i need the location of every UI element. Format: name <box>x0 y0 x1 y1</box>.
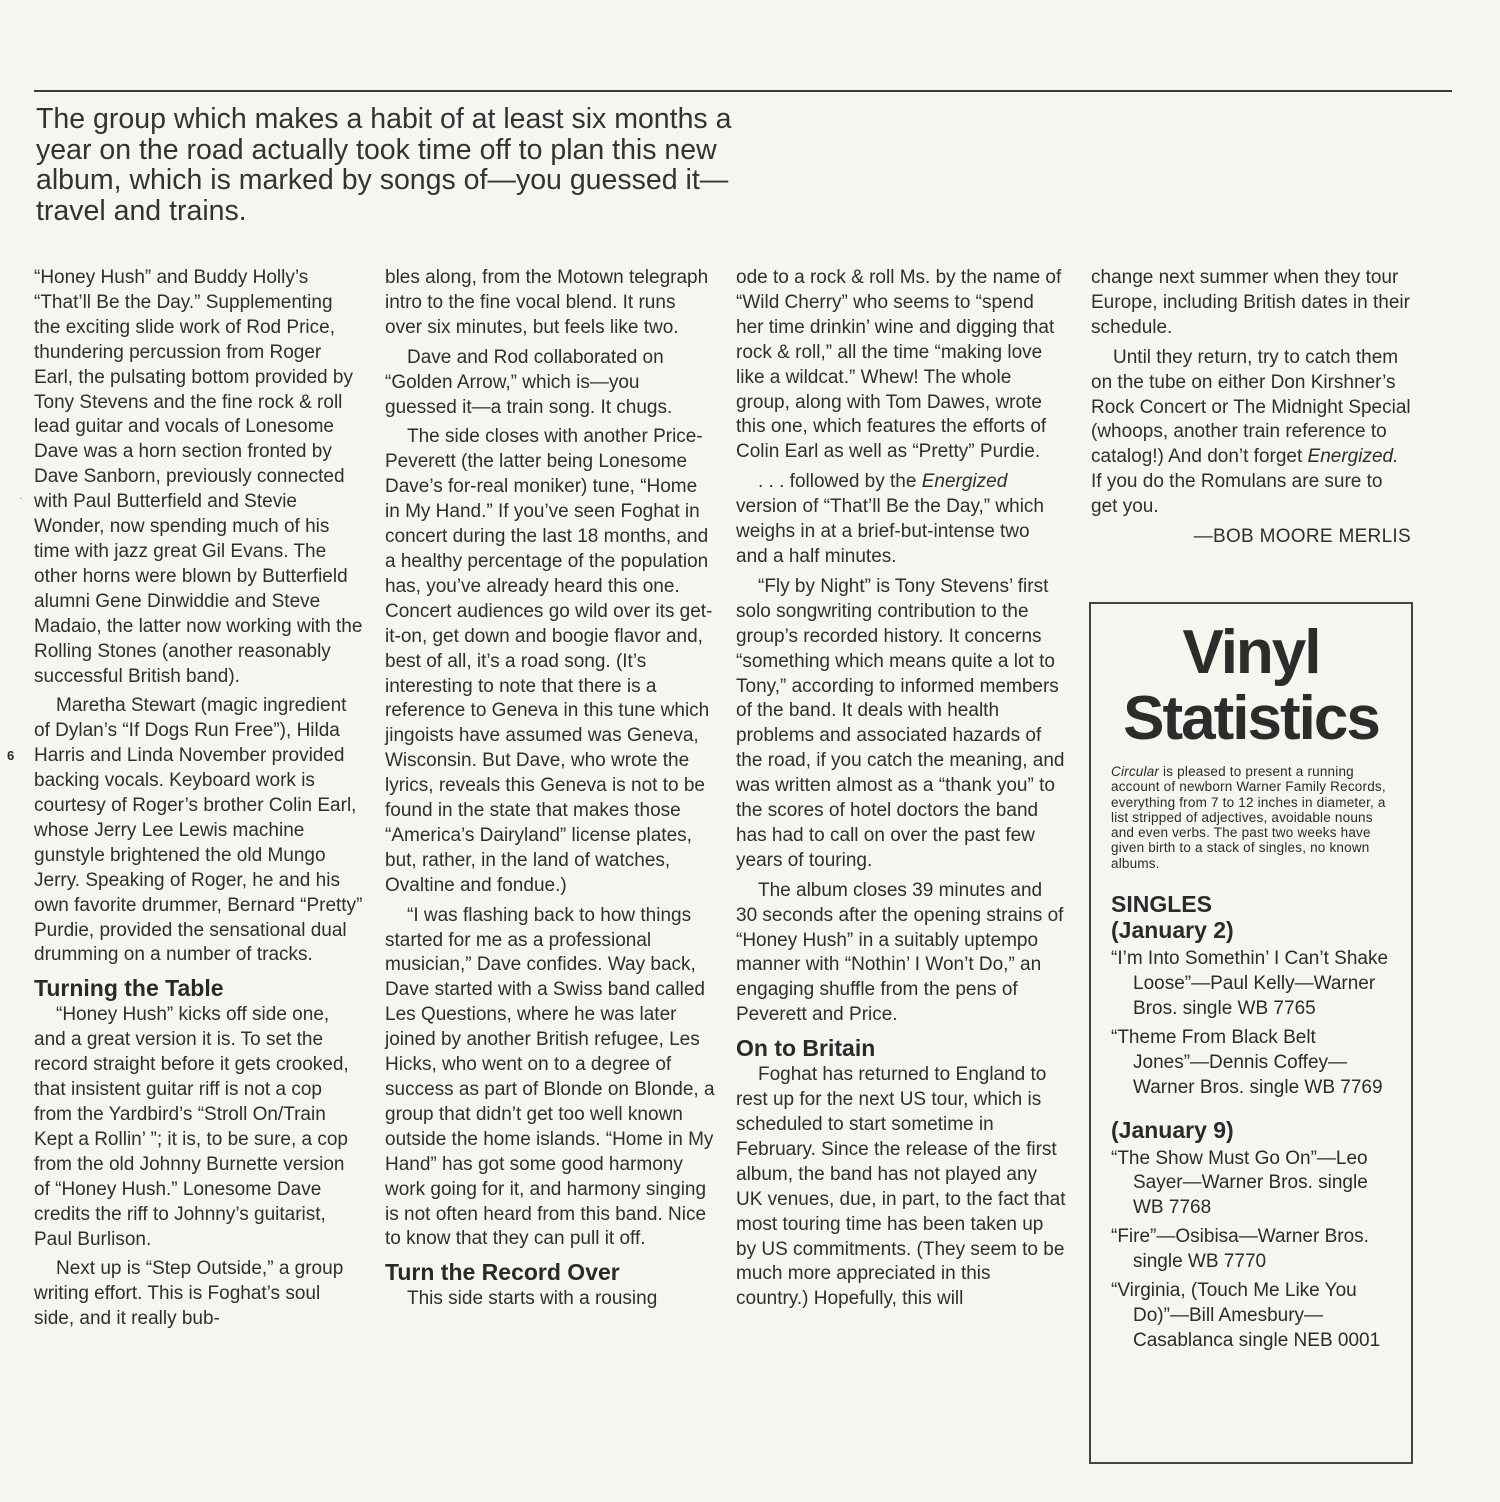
release-title: “Virginia, (Touch Me Like You Do)” <box>1111 1280 1357 1326</box>
album-title-italic: Energized. <box>1307 446 1399 468</box>
vinyl-statistics-intro <box>1111 764 1391 871</box>
paragraph: Next up is “Step Outside,” a group writing effort. This is Foghat’s soul side, and it really bub- <box>34 1258 344 1330</box>
category-label: SINGLES <box>1111 891 1212 918</box>
stray-mark: · <box>19 493 23 504</box>
article-column-1 <box>34 266 364 1337</box>
release-details: —Dennis Coffey—Warner Bros. single WB 7769 <box>1133 1051 1383 1098</box>
article-deck: The group which makes a habit of at least six months a year on the road actually took time off to plan this new album, which is marked by songs of—you guessed it—travel and trains. <box>36 103 732 227</box>
paragraph: “Fly by Night” is Tony Stevens’ first solo songwriting contribution to the group’s recorded history. It concerns “something which means quite a lot to Tony,” according to informed members of the band. It deals with health problems and associated hazards of the road, if you catch the meaning, and was written almost as a “thank you” to the scores of hotel doctors the band has had to call on over the past few years of touring. <box>736 575 1065 871</box>
section-heading: Turn the Record Over <box>385 1259 620 1286</box>
paragraph: Foghat has returned to England to rest up for the next US tour, which is scheduled to start sometime in February. Since the release of the first album, the band has not played any UK venues, due, in part, to the fact that most touring time has been taken up by US commitments. (They seem to be much more appreciated in this country.) Hopefully, this will <box>736 1064 1066 1310</box>
release-entry <box>1111 1026 1391 1101</box>
text-run: . . . followed by the <box>758 471 922 493</box>
date-label: (January 2) <box>1111 917 1234 944</box>
release-title: “I’m Into Somethin’ I Can’t Shake Loose” <box>1111 948 1389 994</box>
release-details: —Osibisa—Warner Bros. single WB 7770 <box>1133 1226 1369 1273</box>
date-heading: (January 9) <box>1111 1116 1234 1143</box>
singles-heading <box>1111 891 1391 943</box>
release-title: “The Show Must Go On” <box>1111 1147 1317 1169</box>
paragraph: ode to a rock & roll Ms. by the name of “Wild Cherry” who seems to “spend her time drinkin’ wine and digging that rock & roll,” all the time “making love like a wildcat.” Whew! The whole group, along with Tom Dawes, wrote this one, which features the efforts of Colin Earl as well as “Pretty” Purdie. <box>736 267 1062 463</box>
paragraph: “Honey Hush” and Buddy Holly’s “That’ll Be the Day.” Supplementing the exciting slide work of Rod Price, thundering percussion from Roger Earl, the pulsating bottom provided by Tony Stevens and the fine rock & roll lead guitar and vocals of Lonesome Dave was a horn section fronted by Dave Sanborn, previously connected with Paul Butterfield and Stevie Wonder, now spending much of his time with jazz great Gil Evans. The other horns were blown by Butterfield alumni Gene Dinwiddie and Steve Madaio, the latter now working with the Rolling Stones (another reasonably successful British band). <box>34 267 363 687</box>
album-title-italic: Energized <box>921 471 1008 493</box>
page-number: 6 <box>7 748 15 763</box>
vinyl-statistics-box <box>1089 602 1413 1464</box>
intro-text: is pleased to present a running account of newborn Warner Family Records, everything from 7 to 12 inches in diameter, a list stripped of adjectives, avoidable nouns and even verbs. The past two weeks have given birth to a stack of singles, no known albums. <box>1111 764 1386 871</box>
text-run: version of “That’ll Be the Day,” which weighs in at a brief-but-intense two and a half minutes. <box>736 496 1044 567</box>
release-details: —Paul Kelly—Warner Bros. single WB 7765 <box>1133 972 1376 1019</box>
paragraph <box>736 470 1066 570</box>
paragraph: bles along, from the Motown telegraph intro to the fine vocal blend. It runs over six minutes, but feels like two. <box>385 267 709 338</box>
paragraph: “I was flashing back to how things started for me as a professional musician,” Dave confides. Way back, Dave started with a Swiss band called Les Questions, where he was later joined by another British refugee, Les Hicks, who went on to a degree of success as part of Blonde on Blonde, a group that didn’t get too well known outside the home islands. “Home in My Hand” has got some good harmony work going for it, and harmony singing is not often heard from this band. Nice to know that they can pull it off. <box>385 904 715 1250</box>
author-signature: —BOB MOORE MERLIS <box>1193 526 1411 548</box>
article-column-4 <box>1091 266 1411 550</box>
section-heading: On to Britain <box>736 1035 876 1062</box>
paragraph: The album closes 39 minutes and 30 seconds after the opening strains of “Honey Hush” in a suitably uptempo manner with “Nothin’ I Won’t Do,” an engaging shuffle from the pens of Peverett and Price. <box>736 879 1064 1026</box>
vinyl-statistics-title <box>1111 620 1391 752</box>
release-entry <box>1111 1225 1391 1275</box>
text-run: If you do the Romulans are sure to get you. <box>1091 471 1383 518</box>
paragraph <box>1091 346 1411 520</box>
publication-name: Circular <box>1111 764 1160 779</box>
release-entry <box>1111 1279 1391 1354</box>
article-column-2 <box>385 266 715 1317</box>
article-column-3 <box>736 266 1066 1317</box>
title-line: Vinyl <box>1182 618 1320 687</box>
release-details: —Bill Amesbury—Casablanca single NEB 0001 <box>1133 1304 1381 1351</box>
top-rule <box>34 90 1452 92</box>
text-run: Until they return, try to catch them on the tube on either Don Kirshner’s Rock Concert or The Midnight Special (whoops, another train reference to catalog!) And don’t forget <box>1091 346 1411 468</box>
release-title: “Theme From Black Belt Jones” <box>1111 1026 1316 1073</box>
paragraph: “Honey Hush” kicks off side one, and a great version it is. To set the record straight before it gets crooked, that insistent guitar riff is not a cop from the Yardbird’s “Stroll On/Train Kept a Rollin’ ”; it is, to be sure, a cop from the old Johnny Burnette version of “Honey Hush.” Lonesome Dave credits the riff to Johnny’s guitarist, Paul Burlison. <box>34 1004 349 1250</box>
title-line: Statistics <box>1123 684 1379 753</box>
release-entry <box>1111 1147 1391 1222</box>
release-details: —Leo Sayer—Warner Bros. single WB 7768 <box>1133 1147 1368 1219</box>
section-heading: Turning the Table <box>34 975 224 1002</box>
paragraph: This side starts with a rousing <box>407 1288 658 1310</box>
release-entry <box>1111 947 1391 1022</box>
paragraph: change next summer when they tour Europe, including British dates in their schedule. <box>1091 267 1410 338</box>
paragraph: Dave and Rod collaborated on “Golden Arrow,” which is—you guessed it—a train song. It chugs. <box>385 346 673 418</box>
release-title: “Fire” <box>1111 1226 1157 1248</box>
paragraph: The side closes with another Price-Peverett (the latter being Lonesome Dave’s for-real moniker) tune, “Home in My Hand.” If you’ve seen Foghat in concert during the last 18 months, and a healthy percentage of the population has, you’ve already heard this one. Concert audiences go wild over its get-it-on, get down and boogie flavor and, best of all, it’s a road song. (It’s interesting to note that there is a reference to Geneva in this tune which jingoists have assumed was Geneva, Wisconsin. But Dave, who wrote the lyrics, reveals this Geneva is not to be found in the state that makes those “America’s Dairyland” license plates, but, rather, in the land of watches, Ovaltine and fondue.) <box>385 426 713 896</box>
paragraph: Maretha Stewart (magic ingredient of Dylan’s “If Dogs Run Free”), Hilda Harris and Linda November provided backing vocals. Keyboard work is courtesy of Roger’s brother Colin Earl, whose Jerry Lee Lewis machine gunstyle brightened the old Mungo Jerry. Speaking of Roger, he and his own favorite drummer, Bernard “Pretty” Purdie, provided the sensational dual drumming on a number of tracks. <box>34 695 363 966</box>
